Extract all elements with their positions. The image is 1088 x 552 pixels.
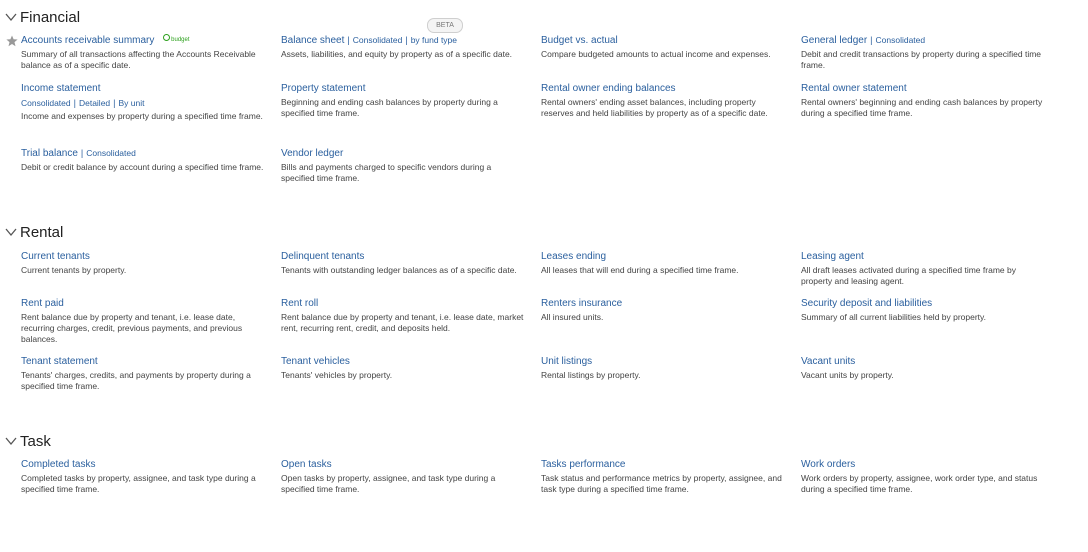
report-description: Open tasks by property, assignee, and task type during a specified time frame. bbox=[281, 473, 496, 494]
report-title-link[interactable]: Tenant vehicles bbox=[281, 356, 350, 367]
report-description: All insured units. bbox=[541, 312, 604, 322]
report-title-link[interactable]: Unit listings bbox=[541, 356, 593, 367]
report-rental-owner-ending-balances bbox=[541, 82, 786, 119]
report-description: Debit and credit transactions by property during a specified time frame. bbox=[801, 49, 1042, 70]
report-work-orders bbox=[801, 458, 1046, 495]
report-tenant-vehicles bbox=[281, 355, 526, 381]
report-description: Tenants with outstanding ledger balances as of a specific date. bbox=[281, 265, 517, 275]
report-description: Debit or credit balance by account during a specified time frame. bbox=[21, 162, 264, 172]
report-description: All draft leases activated during a specified time frame by property and leasing agent. bbox=[801, 265, 1016, 286]
report-title-link[interactable]: Income statement bbox=[21, 83, 101, 94]
section-title-task: Task bbox=[20, 432, 51, 450]
report-tasks-performance bbox=[541, 458, 786, 495]
report-title-link[interactable]: Vacant units bbox=[801, 356, 856, 367]
report-title-link[interactable]: Budget vs. actual bbox=[541, 35, 618, 46]
report-title-link[interactable]: Delinquent tenants bbox=[281, 251, 365, 262]
consolidated-link[interactable]: Consolidated bbox=[352, 35, 403, 45]
report-completed-tasks bbox=[21, 458, 266, 495]
report-title-link[interactable]: Accounts receivable summary bbox=[21, 35, 155, 46]
report-description: Income and expenses by property during a specified time frame. bbox=[21, 111, 263, 121]
report-accounts-receivable-summary bbox=[21, 34, 266, 71]
chevron-down-icon[interactable] bbox=[5, 226, 17, 238]
report-vacant-units bbox=[801, 355, 1046, 381]
report-description: Task status and performance metrics by property, assignee, and task type during a specified time frame. bbox=[541, 473, 782, 494]
chevron-down-icon[interactable] bbox=[5, 435, 17, 447]
report-description: Vacant units by property. bbox=[801, 370, 894, 380]
report-title-link[interactable]: Completed tasks bbox=[21, 459, 96, 470]
report-description: Rental owners' beginning and ending cash balances by property during a specified time frame. bbox=[801, 97, 1043, 118]
report-general-ledger: General ledger | Consolidated Debit and credit transactions by property during a specified time frame. bbox=[801, 34, 1046, 71]
report-description: Rental owners' ending asset balances, including property reserves and held liabilities by property as of a specific date. bbox=[541, 97, 768, 118]
report-title-link[interactable]: Rent roll bbox=[281, 298, 319, 309]
report-leases-ending bbox=[541, 250, 786, 276]
report-title-link[interactable]: Balance sheet bbox=[281, 35, 345, 46]
report-renters-insurance bbox=[541, 297, 786, 323]
report-tenant-statement bbox=[21, 355, 266, 392]
task-section-header[interactable] bbox=[5, 431, 51, 451]
report-description: Summary of all current liabilities held by property. bbox=[801, 312, 987, 322]
report-rent-roll bbox=[281, 297, 526, 334]
section-title-rental: Rental bbox=[20, 223, 64, 241]
report-title-link[interactable]: Property statement bbox=[281, 83, 366, 94]
report-income-statement: Income statement Consolidated | Detailed | By unit Income and expenses by property during a specified time frame. bbox=[21, 82, 266, 122]
consolidated-link[interactable]: Consolidated bbox=[875, 35, 926, 45]
report-title-link[interactable]: Rental owner statement bbox=[801, 83, 907, 94]
rental-section-header[interactable] bbox=[5, 222, 63, 242]
by-unit-link[interactable]: By unit bbox=[118, 98, 145, 108]
report-description: Assets, liabilities, and equity by property as of a specific date. bbox=[281, 49, 513, 59]
report-description: Rent balance due by property and tenant, i.e. lease date, market rent, recurring rent, credit, and deposits held. bbox=[281, 312, 524, 333]
report-title-link[interactable]: Leases ending bbox=[541, 251, 607, 262]
report-property-statement bbox=[281, 82, 526, 119]
report-title-link[interactable]: Work orders bbox=[801, 459, 856, 470]
report-title-link[interactable]: Rent paid bbox=[21, 298, 64, 309]
report-description: Tenants' vehicles by property. bbox=[281, 370, 393, 380]
report-description: Compare budgeted amounts to actual income and expenses. bbox=[541, 49, 771, 59]
report-unit-listings bbox=[541, 355, 786, 381]
beta-badge: BETA bbox=[427, 18, 463, 33]
report-title-link[interactable]: Leasing agent bbox=[801, 251, 864, 262]
report-title-link[interactable]: Tasks performance bbox=[541, 459, 626, 470]
report-title-link[interactable]: Vendor ledger bbox=[281, 148, 344, 159]
report-vendor-ledger bbox=[281, 147, 526, 184]
report-title-link[interactable]: Security deposit and liabilities bbox=[801, 298, 933, 309]
report-title-link[interactable]: Open tasks bbox=[281, 459, 332, 470]
star-icon[interactable] bbox=[6, 35, 18, 47]
detailed-link[interactable]: Detailed bbox=[78, 98, 111, 108]
report-description: Rental listings by property. bbox=[541, 370, 641, 380]
report-description: Beginning and ending cash balances by property during a specified time frame. bbox=[281, 97, 498, 118]
report-open-tasks bbox=[281, 458, 526, 495]
report-description: Summary of all transactions affecting the Accounts Receivable balance as of a specific date. bbox=[21, 49, 256, 70]
report-rental-owner-statement bbox=[801, 82, 1046, 119]
report-title-link[interactable]: General ledger bbox=[801, 35, 868, 46]
section-title-financial: Financial bbox=[20, 8, 81, 26]
report-title-link[interactable]: Current tenants bbox=[21, 251, 90, 262]
report-trial-balance: Trial balance | Consolidated Debit or credit balance by account during a specified time frame. bbox=[21, 147, 266, 173]
financial-section-header[interactable] bbox=[5, 7, 80, 27]
consolidated-link[interactable]: Consolidated bbox=[21, 98, 71, 108]
report-rent-paid bbox=[21, 297, 266, 345]
report-title-link[interactable]: Renters insurance bbox=[541, 298, 623, 309]
consolidated-link[interactable]: Consolidated bbox=[86, 148, 136, 158]
report-current-tenants bbox=[21, 250, 266, 276]
report-title-link[interactable]: Trial balance bbox=[21, 148, 78, 159]
report-leasing-agent bbox=[801, 250, 1046, 287]
report-description: Bills and payments charged to specific vendors during a specified time frame. bbox=[281, 162, 492, 183]
report-description: Work orders by property, assignee, work order type, and status during a specified time frame. bbox=[801, 473, 1038, 494]
report-title-link[interactable]: Rental owner ending balances bbox=[541, 83, 676, 94]
budget-badge-icon: budget bbox=[163, 37, 189, 43]
report-description: Tenants' charges, credits, and payments by property during a specified time frame. bbox=[21, 370, 251, 391]
report-description: Current tenants by property. bbox=[21, 265, 127, 275]
report-balance-sheet: Balance sheet | Consolidated | by fund type Assets, liabilities, and equity by property as of a specific date. bbox=[281, 34, 526, 60]
chevron-down-icon[interactable] bbox=[5, 11, 17, 23]
by-fund-type-link[interactable]: by fund type bbox=[410, 35, 458, 45]
report-security-deposit bbox=[801, 297, 1046, 323]
report-description: Completed tasks by property, assignee, and task type during a specified time frame. bbox=[21, 473, 256, 494]
report-budget-vs-actual bbox=[541, 34, 786, 60]
report-description: All leases that will end during a specified time frame. bbox=[541, 265, 739, 275]
report-delinquent-tenants bbox=[281, 250, 526, 276]
report-description: Rent balance due by property and tenant, i.e. lease date, recurring charges, credit, previous payments, and previous balances. bbox=[21, 312, 243, 344]
report-title-link[interactable]: Tenant statement bbox=[21, 356, 98, 367]
